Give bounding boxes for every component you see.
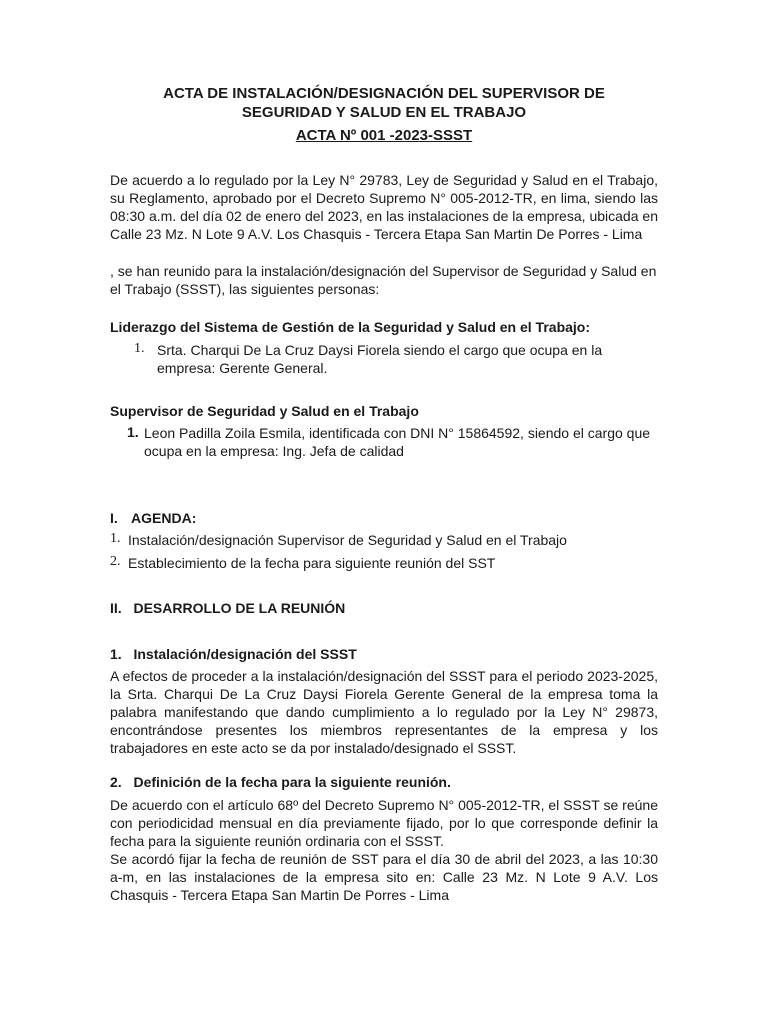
section-1-heading-text: Instalación/designación del SSST xyxy=(133,646,357,662)
intro-paragraph: De acuerdo a lo regulado por la Ley N° 29783, Ley de Seguridad y Salud en el Trabajo, su Reglamento, aprobado por el Decreto Supremo N° 005-2012-TR, en lima, siendo las 08:30 a.m. del día 02 de enero del 2023, en las instalaciones de la empresa, ubicada en Calle 23 Mz. N Lote 9 A.V. Los Chasquis - Tercera Etapa San Martin De Porres - Lima xyxy=(110,172,658,242)
section-1-paragraph: A efectos de proceder a la instalación/designación del SSST para el periodo 2023-2025, la Srta. Charqui De La Cruz Daysi Fiorela Gerente General de la empresa toma la palabra manifestando que dando cumplimiento a lo regulado por la Ley N° 29873, encontrándose presentes los miembros representantes de la empresa y los trabajadores en este acto se da por instalado/designado el SSST. xyxy=(110,668,658,756)
section-2-paragraph-1: De acuerdo con el artículo 68º del Decreto Supremo N° 005-2012-TR, el SSST se reúne con periodicidad mensual en día previamente fijado, por lo que corresponde definir la fecha para la siguiente reunión ordinaria con el SSST. xyxy=(110,797,658,849)
section-1-number: 1. xyxy=(110,646,122,662)
leadership-heading: Liderazgo del Sistema de Gestión de la Seguridad y Salud en el Trabajo: xyxy=(110,319,591,335)
supervisor-item xyxy=(144,424,660,460)
section-2-heading-text: Definición de la fecha para la siguiente reunión. xyxy=(133,774,451,790)
section-2-number: 2. xyxy=(110,774,122,790)
agenda-item-2: Establecimiento de la fecha para siguiente reunión del SST xyxy=(128,555,496,571)
acta-number xyxy=(110,126,658,145)
section-2-paragraph-2: Se acordó fijar la fecha de reunión de SST para el día 30 de abril del 2023, a las 10:30 a-m, en las instalaciones de la empresa sito en: Calle 23 Mz. N Lote 9 A.V. Los Chasquis - Tercera Etapa San Martin De Porres - Lima xyxy=(110,851,658,903)
agenda-item-1: Instalación/designación Supervisor de Seguridad y Salud en el Trabajo xyxy=(128,532,567,548)
agenda-heading-text: AGENDA: xyxy=(131,510,197,526)
agenda-heading xyxy=(110,509,670,527)
supervisor-item-number: 1. xyxy=(127,424,139,440)
desarrollo-numeral: II. xyxy=(110,600,122,616)
leadership-item: Srta. Charqui De La Cruz Daysi Fiorela siendo el cargo que ocupa en la empresa: Gerente General. xyxy=(157,342,603,376)
supervisor-item-text: Leon Padilla Zoila Esmila, identificada con DNI N° 15864592, siendo el cargo que ocupa en la empresa: Ing. Jefa de calidad xyxy=(144,425,651,459)
agenda-numeral: I. xyxy=(110,510,118,526)
supervisor-heading: Supervisor de Seguridad y Salud en el Trabajo xyxy=(110,403,419,419)
intro-continuation: , se han reunido para la instalación/designación del Supervisor de Seguridad y Salud en el Trabajo (SSST), las siguientes personas: xyxy=(110,263,657,297)
leadership-item-number: 1. xyxy=(134,341,145,356)
acta-number-text: ACTA Nº 001 -2023-SSST xyxy=(295,127,473,144)
title-line-1: ACTA DE INSTALACIÓN/DESIGNACIÓN DEL SUPERVISOR DE xyxy=(163,85,605,102)
section-1-heading xyxy=(110,645,670,663)
agenda-item-2-number: 2. xyxy=(110,554,121,569)
desarrollo-heading-text: DESARROLLO DE LA REUNIÓN xyxy=(133,600,346,616)
section-2-heading xyxy=(110,773,670,791)
agenda-item-1-number: 1. xyxy=(110,531,121,546)
document-title xyxy=(110,84,658,122)
desarrollo-heading xyxy=(110,599,670,617)
title-line-2: SEGURIDAD Y SALUD EN EL TRABAJO xyxy=(241,104,527,121)
